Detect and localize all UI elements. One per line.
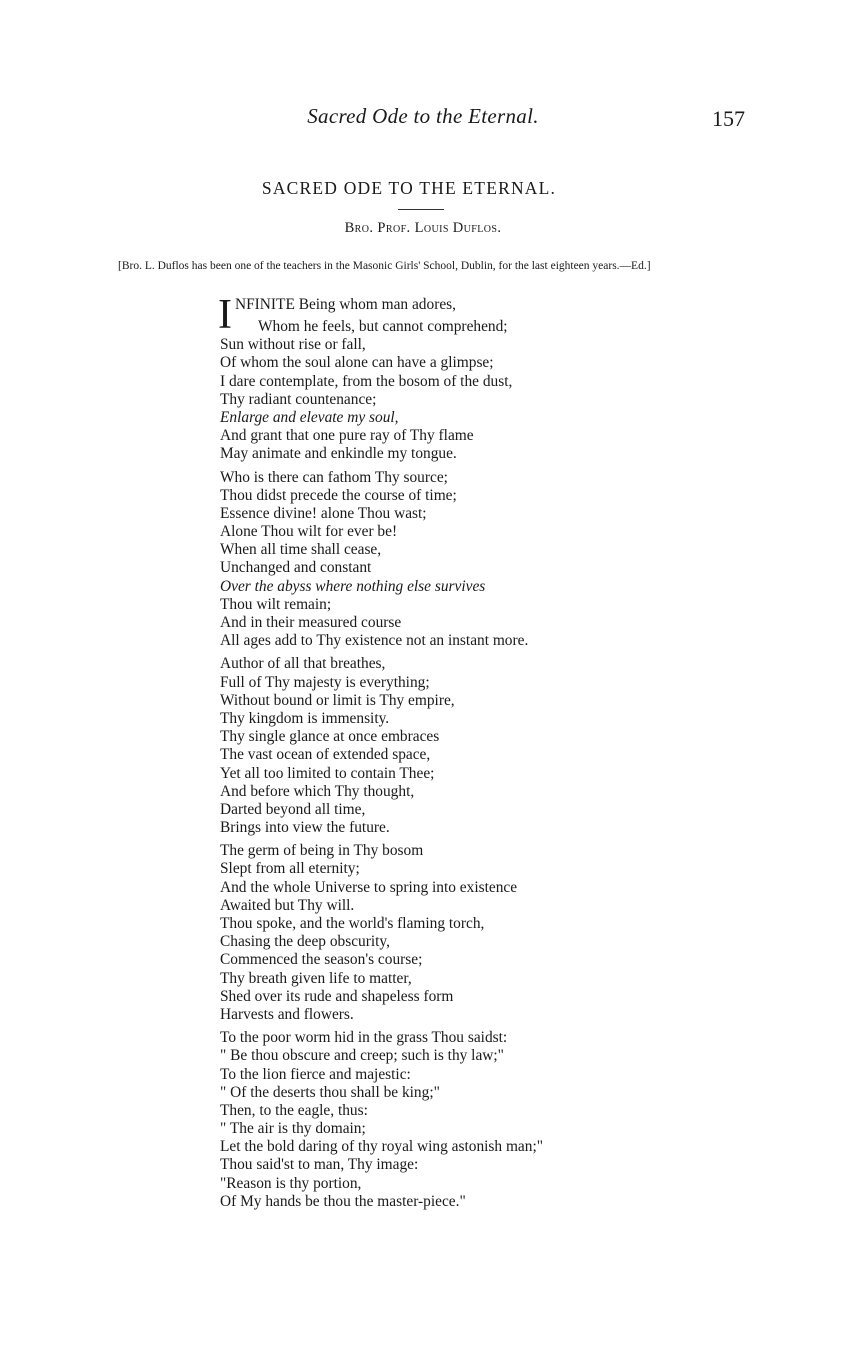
poem-line: Then, to the eagle, thus:: [220, 1101, 368, 1119]
running-title: Sacred Ode to the Eternal.: [307, 104, 539, 128]
first-line-text: NFINITE Being whom man adores,: [235, 296, 456, 313]
poem-line: Let the bold daring of thy royal wing astonish man;": [220, 1138, 544, 1156]
poem-line: Whom he feels, but cannot comprehend;: [258, 318, 508, 335]
page-number: 157: [712, 106, 745, 131]
poem-line: Yet all too limited to contain Thee;: [220, 764, 435, 782]
poem-line: Essence divine! alone Thou wast;: [220, 504, 427, 522]
poem-line: Brings into view the future.: [220, 819, 390, 837]
poem-line: Thou spoke, and the world's flaming torch,: [220, 915, 485, 932]
poem-line: Thou wilt remain;: [220, 595, 332, 613]
poem-line: When all time shall cease,: [220, 541, 382, 559]
poem-line: "Reason is thy portion,: [220, 1174, 362, 1192]
poem-line: " Of the deserts thou shall be king;": [220, 1083, 440, 1101]
poem-body: [218, 292, 820, 1216]
poem-line: Enlarge and elevate my soul,: [220, 408, 399, 426]
stanza-3: [220, 655, 820, 837]
poem-line: Who is there can fathom Thy source;: [220, 468, 448, 486]
poem-line: " The air is thy domain;: [220, 1120, 366, 1138]
poem-line: Alone Thou wilt for ever be!: [220, 523, 398, 541]
poem-line: I dare contemplate, from the bosom of the dust,: [220, 372, 513, 390]
poem-title: SACRED ODE TO THE ETERNAL.: [261, 178, 557, 198]
title-rule: [398, 209, 444, 210]
poem-line: And in their measured course: [220, 614, 402, 631]
poem-line: And grant that one pure ray of Thy flame: [220, 427, 474, 445]
poem-line: To the lion fierce and majestic:: [220, 1065, 411, 1083]
poem-line: Harvests and flowers.: [220, 1005, 354, 1023]
poem-line: All ages add to Thy existence not an instant more.: [220, 632, 529, 650]
poem-line: And the whole Universe to spring into existence: [220, 878, 518, 896]
poem-line: Full of Thy majesty is everything;: [220, 673, 430, 691]
poem-line: " Be thou obscure and creep; such is thy law;": [220, 1047, 504, 1065]
poem-line: Chasing the deep obscurity,: [220, 933, 390, 951]
stanza-4: [220, 842, 820, 1024]
poem-line: Thy radiant countenance;: [220, 390, 377, 408]
poem-line: Thou didst precede the course of time;: [220, 486, 457, 504]
poem-line: Without bound or limit is Thy empire,: [220, 691, 455, 709]
drop-cap: I: [218, 292, 232, 338]
poem-line: Thy single glance at once embraces: [220, 728, 440, 746]
poem-line: Sun without rise or fall,: [220, 336, 366, 354]
poem-line: Shed over its rude and shapeless form: [220, 987, 454, 1005]
poem-line: And before which Thy thought,: [220, 782, 415, 800]
poem-line: Of whom the soul alone can have a glimpse;: [220, 354, 494, 372]
poem-line: Thy breath given life to matter,: [220, 969, 412, 987]
stanza-5: [220, 1029, 820, 1211]
poem-line: May animate and enkindle my tongue.: [220, 445, 457, 463]
author-byline: Bro. Prof. Louis Duflos.: [344, 220, 502, 236]
poem-line: Over the abyss where nothing else survives: [220, 577, 486, 595]
stanza-1: [218, 292, 820, 464]
poem-line: To the poor worm hid in the grass Thou saidst:: [220, 1029, 508, 1047]
poem-line: Of My hands be thou the master-piece.": [220, 1192, 466, 1210]
poem-line: The germ of being in Thy bosom: [220, 842, 424, 860]
stanza-2: [220, 469, 820, 651]
poem-line: Author of all that breathes,: [220, 655, 386, 673]
poem-line: The vast ocean of extended space,: [220, 746, 431, 764]
poem-line: Thou said'st to man, Thy image:: [220, 1156, 419, 1174]
poem-line: Unchanged and constant: [220, 559, 372, 577]
poem-line: Thy kingdom is immensity.: [220, 709, 390, 727]
poem-line: Darted beyond all time,: [220, 800, 366, 818]
poem-line: Slept from all eternity;: [220, 860, 360, 878]
editor-note: [Bro. L. Duflos has been one of the teachers in the Masonic Girls' School, Dublin, for the last eighteen years.—Ed.]: [118, 260, 651, 272]
poem-line: Commenced the season's course;: [220, 951, 423, 969]
poem-line: Awaited but Thy will.: [220, 896, 355, 914]
